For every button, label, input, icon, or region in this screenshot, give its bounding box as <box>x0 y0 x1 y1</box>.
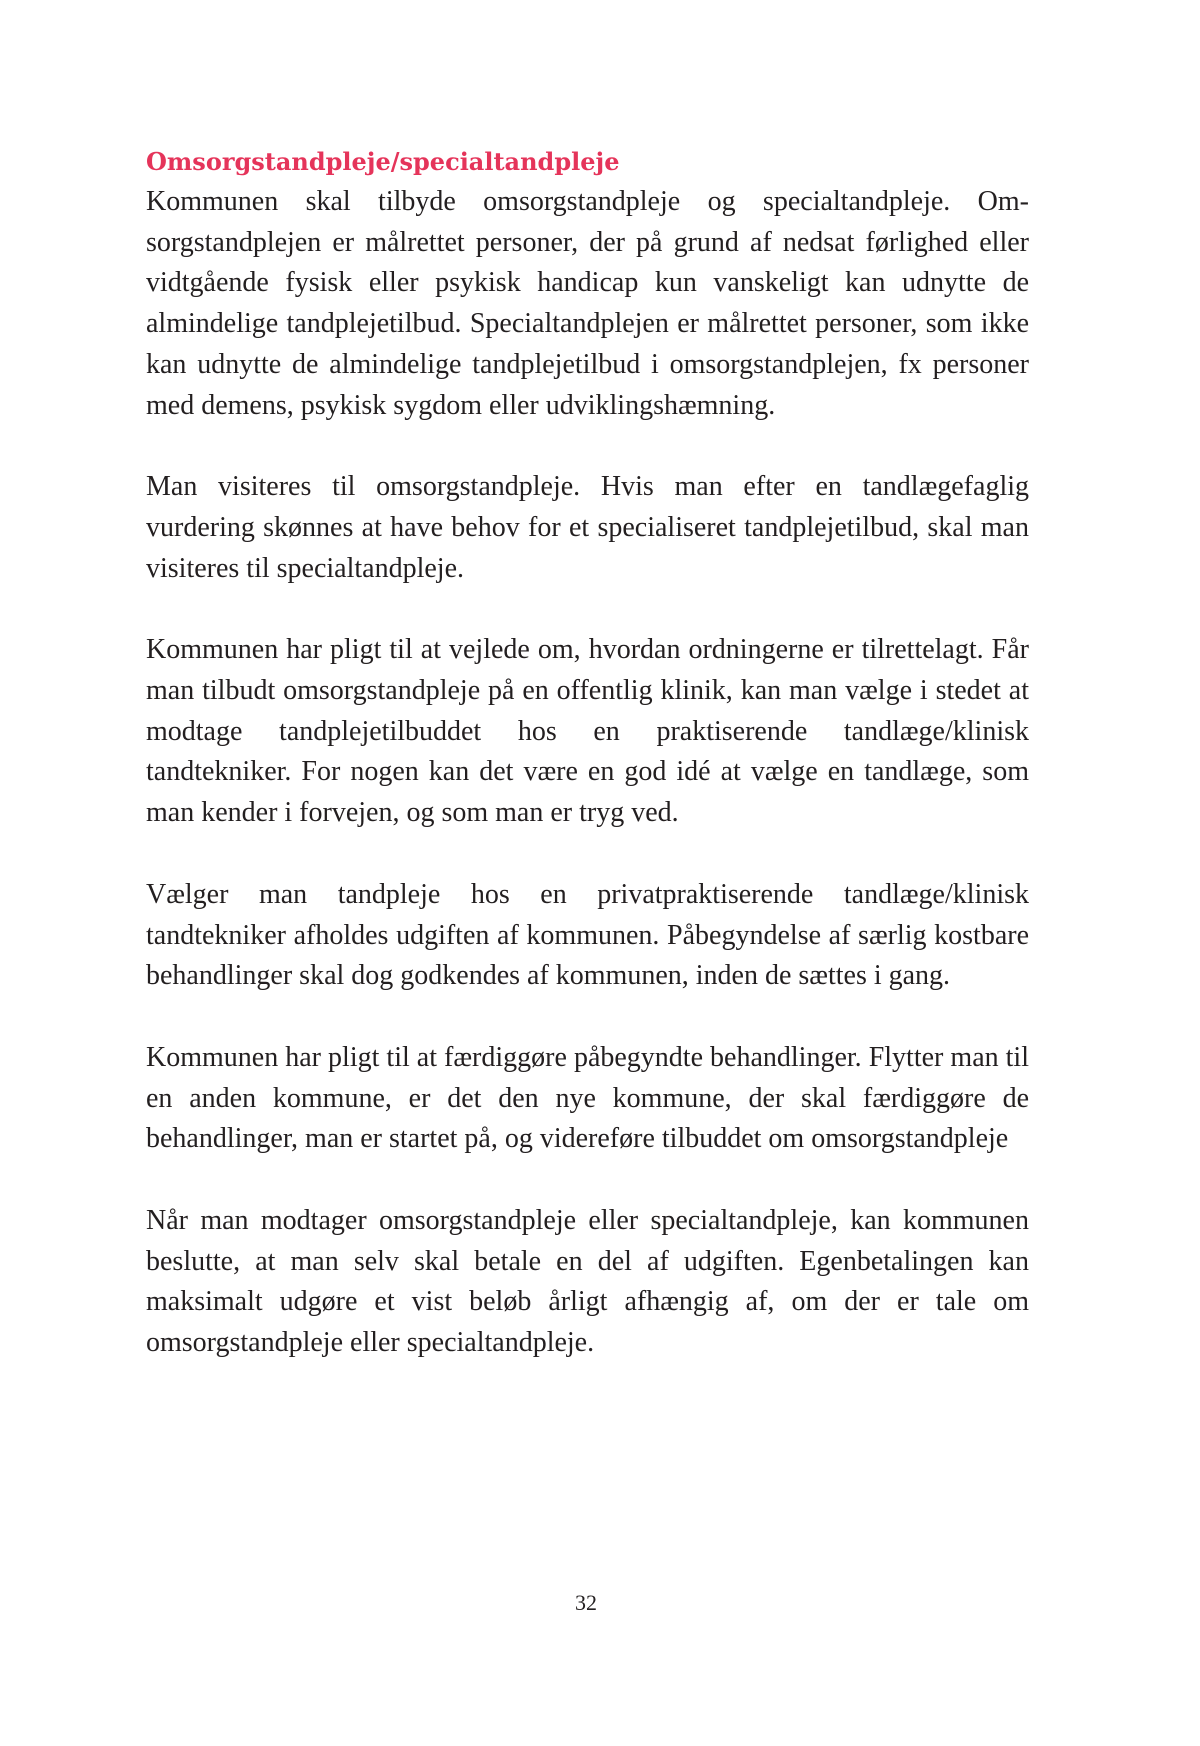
page-content <box>146 142 1029 1405</box>
paragraph: Når man modtager omsorgstandpleje eller specialtandpleje, kan kommunen beslutte, at man selv skal betale en del af udgiften. Egenbetalingen kan maksimalt udgøre et vist beløb årligt afhængig af, om der er tale om omsorgstandpleje eller specialtandpleje. <box>146 1205 1029 1359</box>
paragraph: Kommunen har pligt til at færdiggøre påbegyndte behandlinger. Flytter man til en anden kommune, er det den nye kommune, der skal færdiggøre de behandlinger, man er startet på, og videreføre tilbuddet om omsorgstandpleje <box>146 1041 1029 1155</box>
paragraph: Man visiteres til omsorgstandpleje. Hvis man efter en tandlægefaglig vurdering skønnes at have behov for et specialiseret tandplejetilbud, skal man visiteres til specialtandpleje. <box>146 471 1029 584</box>
page-number: 32 <box>575 1590 597 1615</box>
section-heading: Omsorgstandpleje/specialtandpleje <box>146 147 620 176</box>
paragraph: Kommunen skal tilbyde omsorgstandpleje og specialtandpleje. Omsorgstandplejen er målrettet personer, der på grund af nedsat førlighed eller vidtgående fysisk eller psykisk handicap kun vanskeligt kan udnytte de almindelige tandplejetilbud. Specialtandplejen er målrettet personer, som ikke kan udnytte de almindelige tandplejetilbud i omsorgstandplejen, fx personer med demens, psykisk sygdom eller udviklingshæmning. <box>146 186 1029 421</box>
paragraph: Kommunen har pligt til at vejlede om, hvordan ordningerne er tilrettelagt. Får man tilbudt omsorgstandpleje på en offentlig klinik, kan man vælge i stedet at modtage tandplejetilbuddet hos en praktiserende tandlæge/klinisk tandtekniker. For nogen kan det være en god idé at vælge en tandlæge, som man kender i forvejen, og som man er tryg ved. <box>146 634 1029 829</box>
paragraph: Vælger man tandpleje hos en privatpraktiserende tandlæge/klinisk tandtekniker afholdes udgiften af kommunen. Påbegyndelse af særlig kostbare behandlinger skal dog godkendes af kommunen, inden de sættes i gang. <box>146 878 1029 992</box>
